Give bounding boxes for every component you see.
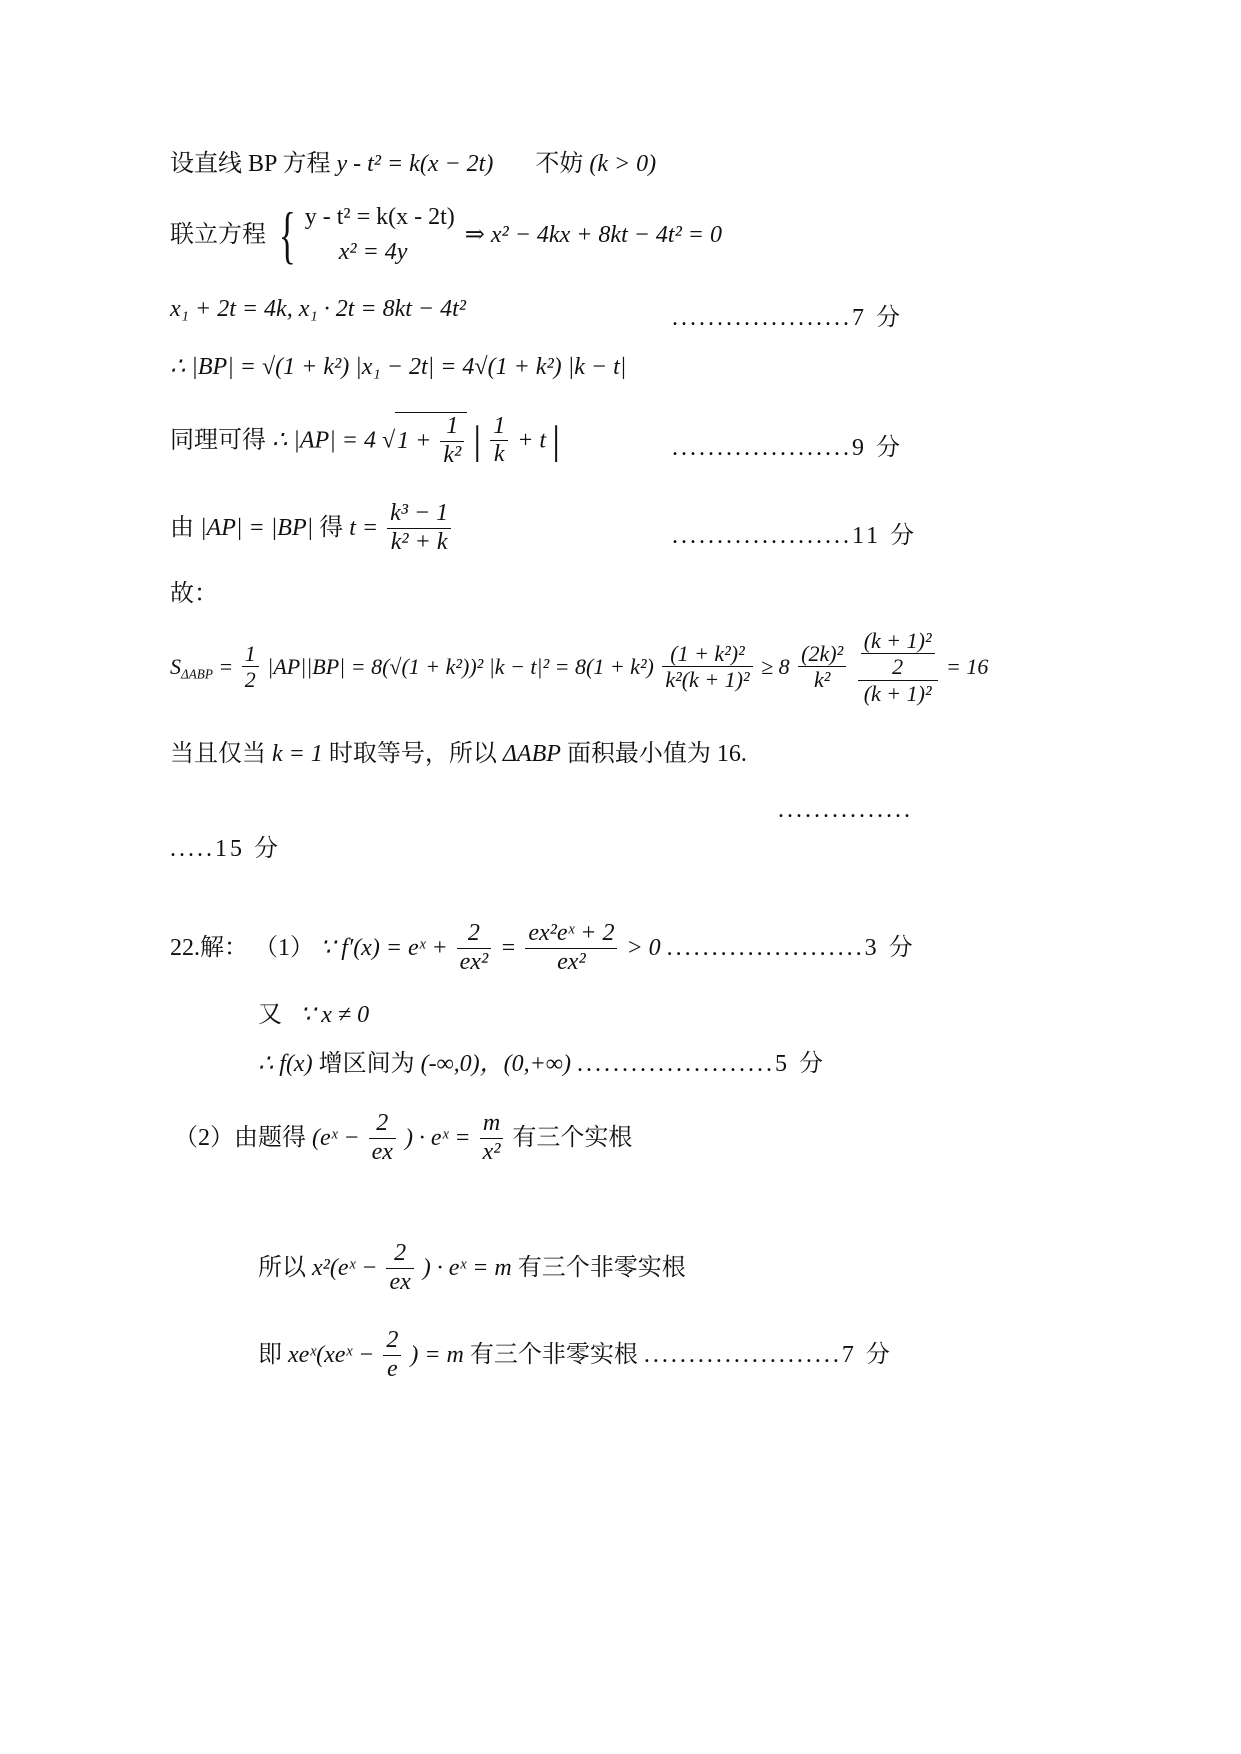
math-interval: (-∞,0)，(0,+∞) — [420, 1051, 571, 1077]
q22-2-f2-num: m — [480, 1110, 504, 1139]
line-ap-length: 同理可得 ∴ |AP| = 4 √1 + $\frac{1}{\text{k²}}$ | $\frac{1}{k}$ + t | — [170, 412, 561, 468]
line-q22-1 — [170, 920, 916, 976]
text-assume: 不妨 — [535, 151, 584, 177]
q22-f2-num: ex²eˣ + 2 — [525, 920, 617, 949]
q22-f1-num: 2 — [457, 920, 492, 949]
text-similarly: 同理可得 — [170, 427, 266, 454]
text-min-area: 面积最小值为 16. — [566, 741, 747, 767]
q22-2-text: 有三个实根 — [512, 1125, 633, 1152]
frac-abs-num: 1 — [490, 413, 508, 442]
system-eq-a: y - t² = k(x - 2t) — [304, 204, 455, 230]
left-brace: { — [278, 198, 296, 270]
text-increasing: 增区间为 — [318, 1051, 415, 1077]
line-t-expression — [170, 500, 454, 556]
text-also: 又 — [258, 1002, 282, 1028]
q22-derivative: ∵ f′(x) = eˣ + — [320, 935, 448, 962]
frac-f3-num-num: (k + 1)² — [861, 628, 935, 654]
line-vieta: x₁ + 2t = 4k, x₁ · 2t = 8kt − 4t² — [170, 296, 466, 322]
score-7-b: ......................7 分 — [643, 1342, 893, 1369]
q22-2-b-text: 所以 — [258, 1255, 306, 1282]
q22-2-part: （2）由题得 — [174, 1125, 306, 1152]
frac-k2-den: k² — [443, 441, 462, 468]
q22-2-b-post: ) · eˣ = m — [422, 1255, 512, 1282]
q22-2-b-pre: x²(eˣ − — [312, 1255, 378, 1282]
score-9: ....................9 分 — [672, 435, 903, 461]
system-equations — [305, 200, 455, 270]
abs-tail: + t — [517, 427, 547, 454]
score-5: ......................5 分 — [576, 1051, 826, 1077]
math-x-nonzero: ∵ x ≠ 0 — [300, 1002, 370, 1028]
frac-t-den: k² + k — [390, 528, 448, 555]
text-from: 由 — [170, 515, 194, 542]
q22-gt: > 0 — [626, 935, 661, 962]
system-result: ⇒ x² − 4kx + 8kt − 4t² = 0 — [464, 221, 722, 248]
area-tail: = 16 — [946, 653, 989, 679]
math-bp-line: y - t² = k(x − 2t) — [336, 151, 494, 177]
q22-2-f2-den: x² — [482, 1138, 501, 1165]
line-q22-x-nonzero — [258, 1003, 369, 1027]
q22-2-c-f-den: e — [387, 1355, 398, 1382]
text-iff: 当且仅当 — [170, 741, 266, 767]
area-sub: ΔABP — [181, 666, 213, 682]
q22-2-c-f-num: 2 — [383, 1327, 401, 1356]
q22-f1-den: ex² — [459, 948, 489, 975]
line-bp-equation — [170, 152, 656, 176]
sqrt-body: 1 + — [397, 428, 432, 455]
line-q22-2-c — [258, 1327, 893, 1383]
q22-2-mid: ) · eˣ = — [404, 1125, 471, 1152]
line-system — [170, 200, 722, 270]
line-therefore: 故： — [170, 581, 218, 607]
line-area — [170, 628, 988, 706]
score-3: ......................3 分 — [666, 935, 916, 962]
q22-label: 22.解： — [170, 935, 248, 962]
q22-2-f1-den: ex — [371, 1138, 393, 1165]
math-abp: ΔABP — [502, 741, 561, 767]
frac-t-num: k³ − 1 — [387, 500, 451, 529]
math-ap-eq-bp: |AP| = |BP| — [200, 515, 314, 542]
math-k-positive: (k > 0) — [589, 151, 657, 177]
frac-f3-den: (k + 1)² — [863, 680, 932, 706]
frac-f2-den: k² — [813, 667, 831, 693]
q22-2-c-post: ) = m — [410, 1342, 464, 1369]
q22-part1: （1） — [254, 935, 314, 962]
q22-2-b-tail: 有三个非零实根 — [517, 1255, 686, 1282]
text-system-intro: 联立方程 — [170, 221, 266, 248]
line-bp-length: ∴ |BP| = √(1 + k²) |x₁ − 2t| = 4√(1 + k²) |k − t| — [170, 354, 627, 380]
q22-2-pre: (eˣ − — [312, 1125, 360, 1152]
q22-2-c-tail: 有三个非零实根 — [469, 1342, 638, 1369]
line-q22-interval — [258, 1052, 826, 1076]
q22-2-f1-num: 2 — [369, 1110, 396, 1139]
math-ap-pre: ∴ |AP| = 4 — [272, 427, 376, 454]
q22-2-c-pre: xeˣ(xeˣ − — [288, 1342, 375, 1369]
q22-2-c-text: 即 — [258, 1342, 282, 1369]
frac-f2-num: (2k)² — [798, 641, 846, 667]
frac-f3-num-den: 2 — [892, 654, 904, 680]
math-t-eq: t = — [349, 515, 379, 542]
math-fx: ∴ f(x) — [258, 1051, 313, 1077]
q22-2-b-f-den: ex — [389, 1268, 411, 1295]
frac-half-den: 2 — [244, 667, 256, 693]
math-k-1: k = 1 — [272, 741, 323, 767]
q22-f2-den: ex² — [557, 948, 586, 975]
dots-continuation: ............... — [778, 797, 913, 823]
q22-2-b-f-num: 2 — [386, 1240, 413, 1269]
frac-half-num: 1 — [242, 641, 259, 667]
line-q22-2-b — [258, 1240, 686, 1296]
area-ge: ≥ 8 — [761, 653, 790, 679]
text-get: 得 — [319, 515, 344, 542]
area-eq: = — [218, 653, 234, 679]
area-part1: |AP||BP| = 8(√(1 + k²))² |k − t|² = 8(1 + k²) — [267, 653, 654, 679]
line-equality — [170, 742, 747, 766]
text-equality: 时取等号，所以 — [328, 741, 497, 767]
system-eq-b: x² = 4y — [338, 238, 408, 265]
text-bp-intro: 设直线 BP 方程 — [170, 151, 331, 177]
score-15: .....15 分 — [170, 836, 281, 862]
frac-f1-den: k²(k + 1)² — [665, 667, 750, 693]
frac-f1-num: (1 + k²)² — [662, 641, 752, 667]
score-11: ....................11 分 — [672, 523, 918, 549]
q22-eq: = — [500, 935, 517, 962]
frac-abs-den: k — [493, 441, 505, 468]
line-q22-2 — [174, 1110, 632, 1166]
frac-1-num: 1 — [440, 413, 464, 442]
area-s: S — [170, 653, 181, 679]
score-7-a: ....................7 分 — [672, 305, 903, 331]
